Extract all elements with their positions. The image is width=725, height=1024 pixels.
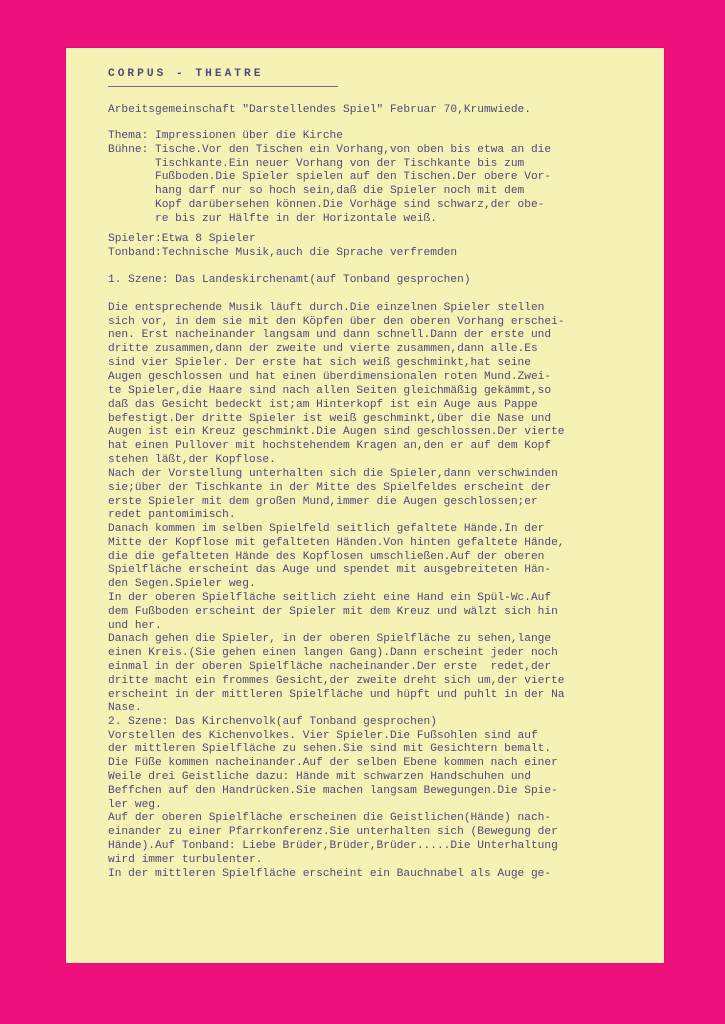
text-line: Die entsprechende Musik läuft durch.Die einzelnen Spieler stellen xyxy=(108,302,545,314)
text-line: Fußboden.Die Spieler spielen auf den Tischen.Der obere Vor- xyxy=(108,171,552,183)
text-line: Bühne: Tische.Vor den Tischen ein Vorhang,von oben bis etwa an die xyxy=(108,144,552,156)
typed-page xyxy=(66,48,664,963)
text-line: Weile drei Geistliche dazu: Hände mit schwarzen Handschuhen und xyxy=(108,771,531,783)
text-line: wird immer turbulenter. xyxy=(108,854,263,866)
text-line: sich vor, in dem sie mit den Köpfen über den oberen Vorhang erschei- xyxy=(108,316,565,328)
text-line: Die Füße kommen nacheinander.Auf der selben Ebene kommen nach einer xyxy=(108,757,558,769)
text-line: Spieler:Etwa 8 Spieler xyxy=(108,233,256,245)
text-line: te Spieler,die Haare sind nach allen Seiten gleichmäßig gekämmt,so xyxy=(108,385,552,397)
text-line: hang darf nur so hoch sein,daß die Spieler noch mit dem xyxy=(108,185,525,197)
text-line: Spielfläche erscheint das Auge und spendet mit ausgebreiteten Hän- xyxy=(108,564,552,576)
text-line: Tonband:Technische Musik,auch die Sprache verfremden xyxy=(108,247,458,259)
text-line: Auf der oberen Spielfläche erscheinen die Geistlichen(Hände) nach- xyxy=(108,812,552,824)
text-line: ler weg. xyxy=(108,799,162,811)
text-line: Danach kommen im selben Spielfeld seitlich gefaltete Hände.In der xyxy=(108,523,545,535)
text-line: der mittleren Spielfläche zu sehen.Sie sind mit Gesichtern bemalt. xyxy=(108,743,552,755)
text-line: Beffchen auf den Handrücken.Sie machen langsam Bewegungen.Die Spie- xyxy=(108,785,558,797)
text-line: Augen geschlossen und hat einen überdimensionalen roten Mund.Zwei- xyxy=(108,371,552,383)
text-line: und her. xyxy=(108,620,162,632)
text-line: sie;über der Tischkante in der Mitte des Spielfeldes erscheint der xyxy=(108,482,552,494)
text-line: hat einen Pullover mit hochstehendem Kragen an,den er auf dem Kopf xyxy=(108,440,552,452)
text-line: den Segen.Spieler weg. xyxy=(108,578,256,590)
text-line: In der oberen Spielfläche seitlich zieht eine Hand ein Spül-Wc.Auf xyxy=(108,592,552,604)
text-line: einmal in der oberen Spielfläche nacheinander.Der erste redet,der xyxy=(108,661,552,673)
text-line: Thema: Impressionen über die Kirche xyxy=(108,130,343,142)
text-line: einander zu einer Pfarrkonferenz.Sie unterhalten sich (Bewegung der xyxy=(108,826,558,838)
title-underline xyxy=(108,86,338,87)
text-line: daß das Gesicht bedeckt ist;am Hinterkopf ist ein Auge aus Pappe xyxy=(108,399,538,411)
text-line: einen Kreis.(Sie gehen einen langen Gang).Dann erscheint jeder noch xyxy=(108,647,558,659)
text-line: nen. Erst nacheinander langsam und dann schnell.Dann der erste und xyxy=(108,329,552,341)
text-line: dritte macht ein frommes Gesicht,der zweite dreht sich um,der vierte xyxy=(108,675,565,687)
text-line: Hände).Auf Tonband: Liebe Brüder,Brüder,Brüder.....Die Unterhaltung xyxy=(108,840,558,852)
text-line: Mitte der Kopflose mit gefalteten Händen.Von hinten gefaltete Hände, xyxy=(108,537,565,549)
text-line: Danach gehen die Spieler, in der oberen Spielfläche zu sehen,lange xyxy=(108,633,552,645)
text-line: Augen ist ein Kreuz geschminkt.Die Augen sind geschlossen.Der vierte xyxy=(108,426,565,438)
text-line: Arbeitsgemeinschaft "Darstellendes Spiel" Februar 70,Krumwiede. xyxy=(108,104,531,116)
text-line: 1. Szene: Das Landeskirchenamt(auf Tonband gesprochen) xyxy=(108,274,471,286)
text-line: erscheint in der mittleren Spielfläche und hüpft und puhlt in der Na xyxy=(108,689,565,701)
text-line: Tischkante.Ein neuer Vorhang von der Tischkante bis zum xyxy=(108,158,525,170)
text-line: Kopf darübersehen können.Die Vorhäge sind schwarz,der obe- xyxy=(108,199,545,211)
text-line: Nase. xyxy=(108,702,142,714)
text-line: redet pantomimisch. xyxy=(108,509,236,521)
document-title: CORPUS - THEATRE xyxy=(108,68,264,80)
text-line: stehen läßt,der Kopflose. xyxy=(108,454,276,466)
text-line: erste Spieler mit dem großen Mund,immer die Augen geschlossen;er xyxy=(108,496,538,508)
text-line: 2. Szene: Das Kirchenvolk(auf Tonband gesprochen) xyxy=(108,716,437,728)
text-line: befestigt.Der dritte Spieler ist weiß geschminkt,über die Nase und xyxy=(108,413,552,425)
text-line: dritte zusammen,dann der zweite und vierte zusammen,dann alle.Es xyxy=(108,343,538,355)
text-line: Nach der Vorstellung unterhalten sich die Spieler,dann verschwinden xyxy=(108,468,558,480)
text-line: In der mittleren Spielfläche erscheint ein Bauchnabel als Auge ge- xyxy=(108,868,552,880)
text-line: dem Fußboden erscheint der Spieler mit dem Kreuz und wälzt sich hin xyxy=(108,606,558,618)
text-line: die die gefalteten Hände des Kopflosen umschließen.Auf der oberen xyxy=(108,551,545,563)
text-line: Vorstellen des Kichenvolkes. Vier Spieler.Die Fußsohlen sind auf xyxy=(108,730,538,742)
text-line: sind vier Spieler. Der erste hat sich weiß geschminkt,hat seine xyxy=(108,357,531,369)
text-line: re bis zur Hälfte in der Horizontale weiß. xyxy=(108,213,437,225)
